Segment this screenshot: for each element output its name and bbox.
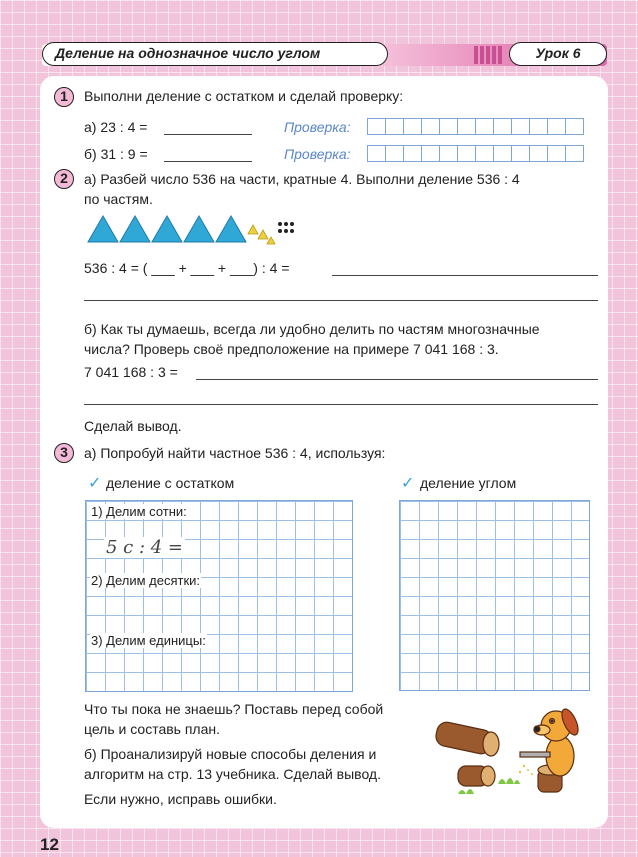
checkmark-icon: ✓ <box>401 475 415 492</box>
checkmark-icon: ✓ <box>88 475 102 492</box>
fix-mistakes: Если нужно, исправь ошибки. <box>84 791 277 807</box>
task2-equation: 536 : 4 = ( ___ + ___ + ___) : 4 = <box>84 260 290 276</box>
step-tens: 2) Делим десятки: <box>91 573 201 588</box>
dog-sawing-log-illustration <box>428 704 593 802</box>
triangles-illustration <box>86 212 296 246</box>
header-stripes <box>474 46 502 64</box>
task2-conclusion: Сделай вывод. <box>84 418 182 434</box>
question-line1: Что ты пока не знаешь? Поставь перед собой <box>84 701 384 717</box>
page-number: 12 <box>40 835 59 854</box>
task1-a: а) 23 : 4 = <box>84 119 148 135</box>
task-number-1: 1 <box>54 87 74 107</box>
answer-line-1a[interactable] <box>164 134 252 135</box>
handwritten-answer: 5 с : 4 = <box>106 537 184 558</box>
step-units: 3) Делим единицы: <box>91 633 206 648</box>
answer-line-2b[interactable] <box>196 379 598 380</box>
task2-b-line1: б) Как ты думаешь, всегда ли удобно делить по частям многозначные <box>84 321 540 337</box>
task1-b: б) 31 : 9 = <box>84 146 148 162</box>
check-label-b: Проверка: <box>284 146 351 162</box>
task2-b-equation: 7 041 168 : 3 = <box>84 364 178 380</box>
lesson-title: Деление на однозначное число углом <box>42 42 388 66</box>
lesson-number: Урок 6 <box>509 42 607 66</box>
task-number-2: 2 <box>54 169 74 189</box>
task2-line2: по частям. <box>84 191 153 207</box>
task3-b-line1: б) Проанализируй новые способы деления и <box>84 746 377 762</box>
task2-line1: а) Разбей число 536 на части, кратные 4. Выполни деление 536 : 4 <box>84 171 520 187</box>
task3-b-line2: алгоритм на стр. 13 учебника. Сделай вывод. <box>84 766 381 782</box>
check-label-a: Проверка: <box>284 119 351 135</box>
answer-line-1b[interactable] <box>164 161 252 162</box>
check-cells-a[interactable] <box>368 118 584 135</box>
work-grid-long-division[interactable] <box>399 500 590 691</box>
answer-line-2a[interactable] <box>332 275 598 276</box>
option-remainder: деление с остатком <box>106 475 235 491</box>
task3-instruction: а) Попробуй найти частное 536 : 4, используя: <box>84 445 386 461</box>
answer-line-2b-2[interactable] <box>84 404 598 405</box>
task1-instruction: Выполни деление с остатком и сделай проверку: <box>84 88 404 104</box>
question-line2: цель и составь план. <box>84 721 221 737</box>
task-number-3: 3 <box>54 443 74 463</box>
answer-line-2a-2[interactable] <box>84 300 598 301</box>
check-cells-b[interactable] <box>368 145 584 162</box>
task2-b-line2: числа? Проверь своё предположение на примере 7 041 168 : 3. <box>84 341 499 357</box>
option-long-division: деление углом <box>420 475 517 491</box>
step-hundreds: 1) Делим сотни: <box>91 504 187 519</box>
work-grid-remainder[interactable] <box>85 500 353 692</box>
